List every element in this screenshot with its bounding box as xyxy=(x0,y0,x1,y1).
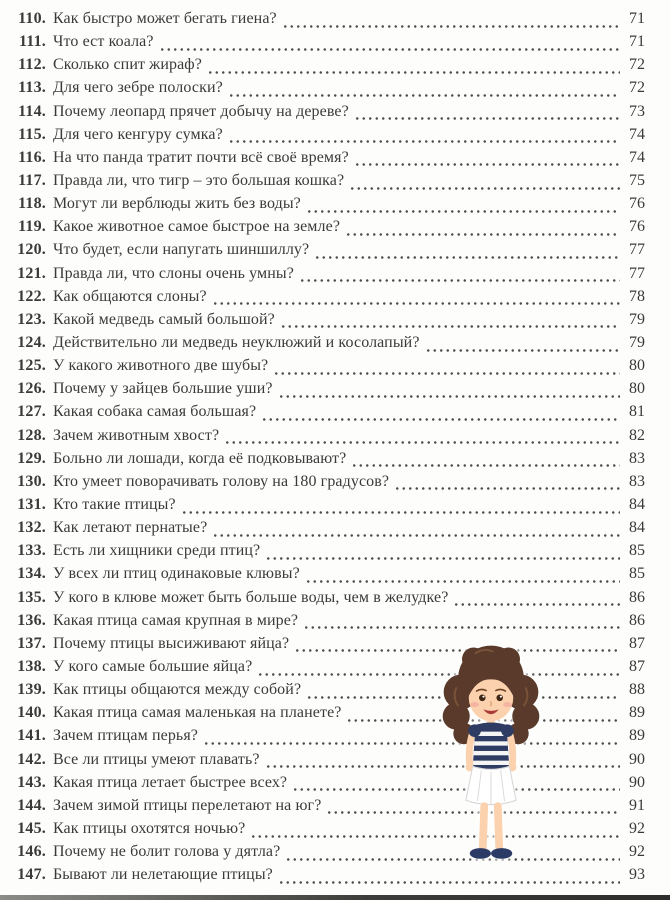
entry-title: Для чего зебре полоски? xyxy=(53,79,223,97)
entry-title: Правда ли, что тигр – это большая кошка? xyxy=(53,171,345,189)
entry-title: Как птицы охотятся ночью? xyxy=(53,819,246,837)
dot-leader xyxy=(305,565,620,588)
toc-entry xyxy=(12,126,645,149)
entry-number: 110. xyxy=(18,10,46,27)
entry-page-number: 83 xyxy=(629,449,645,467)
toc-entry xyxy=(12,103,645,126)
entry-title: Зачем животным хвост? xyxy=(53,426,220,444)
entry-number: 126. xyxy=(17,380,46,398)
entry-number: 132. xyxy=(17,519,46,537)
entry-number: 146. xyxy=(17,843,46,861)
toc-entry xyxy=(12,241,645,264)
toc-entry xyxy=(12,704,645,727)
toc-entry xyxy=(12,612,645,635)
toc-entry xyxy=(12,542,645,565)
dot-leader xyxy=(425,334,620,357)
table-of-contents xyxy=(12,10,645,889)
girl-striped-top xyxy=(468,722,514,770)
entry-page-number: 90 xyxy=(629,773,645,791)
entry-page-number: 72 xyxy=(629,79,645,97)
dot-leader xyxy=(212,288,620,311)
entry-page-number: 92 xyxy=(629,843,645,861)
toc-entry xyxy=(12,589,645,612)
entry-number: 121. xyxy=(17,264,46,282)
dot-leader xyxy=(261,403,620,426)
toc-entry xyxy=(12,843,645,866)
dot-leader xyxy=(228,126,620,149)
entry-title: Почему не болит голова у дятла? xyxy=(53,843,281,861)
entry-title: Зачем птицам перья? xyxy=(53,727,198,745)
entry-page-number: 80 xyxy=(629,380,645,398)
entry-title: Что ест коала? xyxy=(53,33,154,51)
entry-number: 133. xyxy=(17,542,46,560)
toc-entry xyxy=(12,658,645,681)
toc-entry xyxy=(12,265,645,288)
dot-leader xyxy=(224,427,620,450)
entry-number: 125. xyxy=(17,357,46,375)
entry-title: Какая собака самая большая? xyxy=(53,403,257,421)
entry-number: 142. xyxy=(17,750,46,768)
entry-number: 115. xyxy=(18,125,46,143)
dot-leader xyxy=(265,542,620,565)
entry-number: 124. xyxy=(17,333,46,351)
entry-number: 144. xyxy=(17,796,46,814)
entry-number: 122. xyxy=(17,287,46,305)
entry-title: Как летают пернатые? xyxy=(53,519,208,537)
entry-page-number: 82 xyxy=(629,426,645,444)
entry-title: Зачем зимой птицы перелетают на юг? xyxy=(53,796,322,814)
entry-title: Как птицы общаются между собой? xyxy=(53,681,302,699)
entry-page-number: 91 xyxy=(629,796,645,814)
dot-leader xyxy=(354,149,620,172)
entry-number: 135. xyxy=(17,588,46,606)
entry-number: 145. xyxy=(17,819,46,837)
dot-leader xyxy=(278,866,620,889)
dot-leader xyxy=(349,172,620,195)
toc-entry xyxy=(12,403,645,426)
toc-entry xyxy=(12,288,645,311)
dot-leader xyxy=(282,10,620,33)
entry-number: 143. xyxy=(17,773,46,791)
entry-page-number: 76 xyxy=(629,218,645,236)
toc-entry xyxy=(12,149,645,172)
entry-page-number: 75 xyxy=(629,171,645,189)
toc-entry xyxy=(12,820,645,843)
entry-page-number: 84 xyxy=(629,495,645,513)
dot-leader xyxy=(351,450,620,473)
entry-title: Что будет, если напугать шиншиллу? xyxy=(53,241,310,259)
entry-number: 131. xyxy=(17,495,46,513)
entry-title: Кто такие птицы? xyxy=(53,495,176,513)
entry-page-number: 80 xyxy=(629,357,645,375)
entry-number: 118. xyxy=(18,195,46,213)
toc-entry xyxy=(12,681,645,704)
entry-number: 140. xyxy=(17,704,46,722)
toc-entry xyxy=(12,172,645,195)
entry-number: 113. xyxy=(18,79,46,97)
entry-title: У какого животного две шубы? xyxy=(53,357,269,375)
dot-leader xyxy=(299,265,620,288)
entry-title: Почему у зайцев большие уши? xyxy=(53,380,273,398)
entry-number: 120. xyxy=(17,241,46,259)
entry-page-number: 89 xyxy=(629,704,645,722)
entry-page-number: 71 xyxy=(629,33,645,51)
entry-title: На что панда тратит почти всё своё время? xyxy=(53,148,349,166)
toc-entry xyxy=(12,635,645,658)
entry-page-number: 86 xyxy=(629,588,645,606)
entry-number: 116. xyxy=(18,148,46,166)
entry-number: 136. xyxy=(17,611,46,629)
entry-title: Могут ли верблюды жить без воды? xyxy=(53,195,301,213)
entry-title: Кто умеет поворачивать голову на 180 градусов? xyxy=(53,472,390,490)
entry-number: 111. xyxy=(18,33,46,51)
toc-entry xyxy=(12,450,645,473)
entry-page-number: 87 xyxy=(629,634,645,652)
toc-entry xyxy=(12,357,645,380)
entry-page-number: 74 xyxy=(629,148,645,166)
entry-page-number: 79 xyxy=(629,310,645,328)
dot-leader xyxy=(207,56,620,79)
entry-title: Какая птица самая крупная в мире? xyxy=(53,611,299,629)
dot-leader xyxy=(345,218,620,241)
entry-page-number: 92 xyxy=(629,819,645,837)
entry-title: Больно ли лошади, когда её подковывают? xyxy=(53,449,347,467)
entry-number: 139. xyxy=(17,681,46,699)
entry-number: 138. xyxy=(17,657,46,675)
dot-leader xyxy=(181,496,620,519)
entry-page-number: 87 xyxy=(629,657,645,675)
entry-title: Для чего кенгуру сумка? xyxy=(53,125,223,143)
toc-entry xyxy=(12,195,645,218)
entry-page-number: 89 xyxy=(629,727,645,745)
dot-leader xyxy=(453,589,620,612)
entry-page-number: 86 xyxy=(629,611,645,629)
entry-title: У кого в клюве может быть больше воды, чем в желудке? xyxy=(53,588,449,606)
dot-leader xyxy=(228,79,620,102)
girl-legs xyxy=(483,806,499,848)
entry-title: У кого самые большие яйца? xyxy=(53,657,253,675)
entry-title: Какая птица летает быстрее всех? xyxy=(53,773,288,791)
toc-entry xyxy=(12,797,645,820)
girl-shoes xyxy=(470,848,513,859)
dot-leader xyxy=(278,380,620,403)
entry-page-number: 90 xyxy=(629,750,645,768)
entry-page-number: 77 xyxy=(629,241,645,259)
entry-page-number: 79 xyxy=(629,333,645,351)
entry-page-number: 93 xyxy=(629,866,645,884)
entry-page-number: 71 xyxy=(629,10,645,27)
entry-page-number: 84 xyxy=(629,519,645,537)
toc-entry xyxy=(12,496,645,519)
dot-leader xyxy=(212,519,620,542)
entry-number: 134. xyxy=(17,565,46,583)
entry-title: Бывают ли нелетающие птицы? xyxy=(53,866,273,884)
dot-leader xyxy=(203,727,620,750)
entry-page-number: 85 xyxy=(629,542,645,560)
toc-entry xyxy=(12,774,645,797)
toc-entry xyxy=(12,33,645,56)
entry-title: У всех ли птиц одинаковые клювы? xyxy=(53,565,300,583)
entry-number: 127. xyxy=(17,403,46,421)
entry-title: Как общаются слоны? xyxy=(53,287,207,305)
entry-title: Есть ли хищники среди птиц? xyxy=(53,542,261,560)
page-bottom-edge xyxy=(0,895,670,900)
entry-title: Действительно ли медведь неуклюжий и косолапый? xyxy=(53,333,420,351)
entry-page-number: 74 xyxy=(629,125,645,143)
toc-entry xyxy=(12,727,645,750)
entry-page-number: 83 xyxy=(629,472,645,490)
dot-leader xyxy=(354,103,620,126)
entry-title: Как быстро может бегать гиена? xyxy=(53,10,277,27)
girl-skirt xyxy=(466,766,516,804)
entry-number: 123. xyxy=(17,310,46,328)
entry-number: 147. xyxy=(17,866,46,884)
entry-page-number: 85 xyxy=(629,565,645,583)
entry-page-number: 73 xyxy=(629,102,645,120)
toc-entry xyxy=(12,751,645,774)
entry-page-number: 81 xyxy=(629,403,645,421)
toc-entry xyxy=(12,519,645,542)
entry-number: 119. xyxy=(18,218,46,236)
dot-leader xyxy=(273,357,620,380)
toc-entry xyxy=(12,565,645,588)
toc-entry xyxy=(12,10,645,33)
entry-page-number: 76 xyxy=(629,195,645,213)
toc-entry xyxy=(12,427,645,450)
entry-page-number: 78 xyxy=(629,287,645,305)
entry-number: 112. xyxy=(18,56,46,74)
entry-title: Какая птица самая маленькая на планете? xyxy=(53,704,342,722)
toc-entry xyxy=(12,380,645,403)
entry-title: Почему леопард прячет добычу на дереве? xyxy=(53,102,349,120)
toc-entry xyxy=(12,473,645,496)
entry-page-number: 88 xyxy=(629,681,645,699)
dot-leader xyxy=(314,241,620,264)
toc-entry xyxy=(12,334,645,357)
entry-number: 130. xyxy=(17,472,46,490)
entry-title: Сколько спит жираф? xyxy=(53,56,202,74)
dot-leader xyxy=(280,311,620,334)
entry-title: Почему птицы высиживают яйца? xyxy=(53,634,290,652)
toc-entry xyxy=(12,218,645,241)
entry-number: 114. xyxy=(18,102,46,120)
entry-title: Какое животное самое быстрое на земле? xyxy=(53,218,341,236)
dot-leader xyxy=(303,612,620,635)
toc-entry xyxy=(12,866,645,889)
toc-entry xyxy=(12,56,645,79)
girl-illustration xyxy=(433,634,549,866)
entry-number: 117. xyxy=(18,171,46,189)
dot-leader xyxy=(306,195,620,218)
entry-number: 129. xyxy=(17,449,46,467)
dot-leader xyxy=(394,473,620,496)
entry-number: 137. xyxy=(17,634,46,652)
entry-number: 128. xyxy=(17,426,46,444)
entry-page-number: 77 xyxy=(629,264,645,282)
entry-title: Все ли птицы умеют плавать? xyxy=(53,750,260,768)
entry-title: Правда ли, что слоны очень умны? xyxy=(53,264,294,282)
entry-page-number: 72 xyxy=(629,56,645,74)
dot-leader xyxy=(159,33,620,56)
entry-number: 141. xyxy=(17,727,46,745)
toc-entry xyxy=(12,311,645,334)
toc-entry xyxy=(12,79,645,102)
entry-title: Какой медведь самый большой? xyxy=(53,310,275,328)
